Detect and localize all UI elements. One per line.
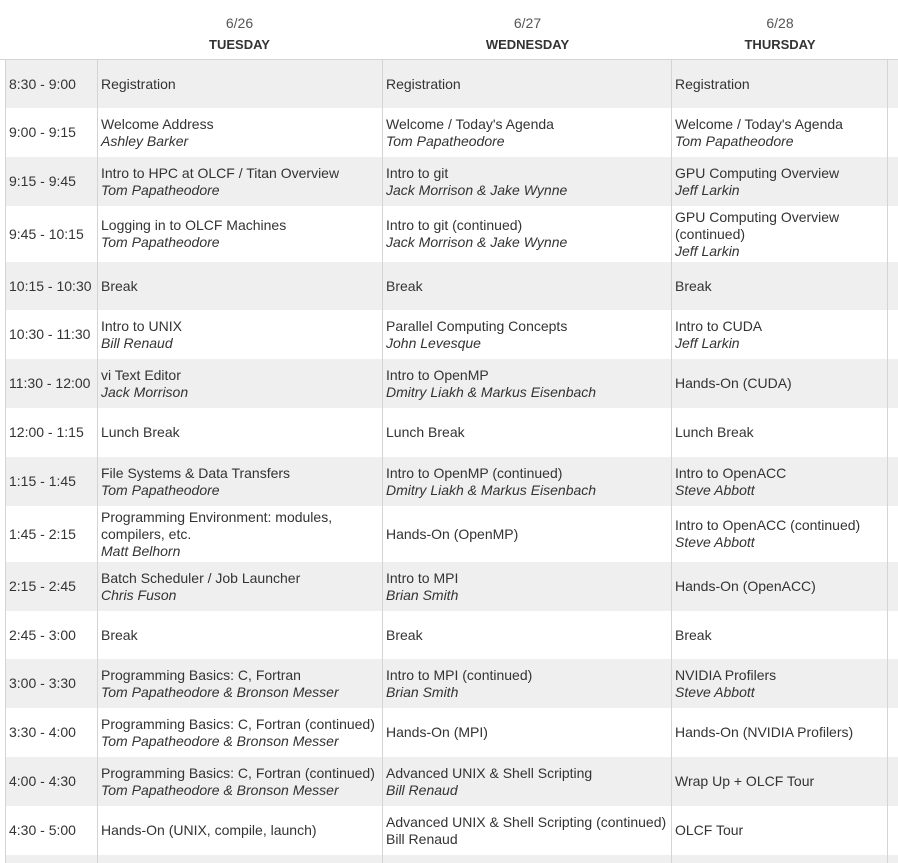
session-cell: [672, 562, 888, 611]
session-cell: [672, 708, 888, 757]
session-title: Intro to OpenACC: [675, 464, 787, 481]
session-speaker: Brian Smith: [386, 683, 459, 700]
session-title: Break: [675, 277, 712, 294]
overflow-column: [888, 562, 898, 611]
session-title: Intro to MPI: [386, 569, 459, 586]
session-cell: [98, 310, 383, 359]
session-cell: [98, 408, 383, 457]
session-cell: [98, 611, 383, 659]
time-slot: 3:30 - 4:00: [6, 708, 98, 757]
session-speaker: Tom Papatheodore: [675, 132, 794, 149]
session-title: Hands-On (UNIX, compile, launch): [101, 822, 317, 838]
session-title: Welcome / Today's Agenda: [675, 115, 843, 132]
schedule-row: [6, 359, 898, 408]
schedule-row: [6, 806, 898, 855]
day-name: WEDNESDAY: [485, 37, 570, 52]
time-slot: 10:30 - 11:30: [6, 310, 98, 359]
session-title: Logging in to OLCF Machines: [101, 217, 287, 233]
session-title: Lunch Break: [675, 424, 754, 440]
session-cell: [672, 659, 888, 708]
session-cell: [672, 157, 888, 206]
session-cell: [383, 855, 672, 863]
session-speaker: Steve Abbott: [675, 534, 755, 550]
time-slot: 10:15 - 10:30: [6, 262, 98, 310]
session-title: Break: [386, 277, 423, 294]
session-title: Batch Scheduler / Job Launcher: [101, 569, 301, 586]
session-title: Break: [101, 626, 138, 643]
session-speaker: Ashley Barker: [101, 132, 189, 149]
time-slot: 9:45 - 10:15: [6, 206, 98, 262]
time-slot: 1:45 - 2:15: [6, 506, 98, 562]
session-cell: [672, 108, 888, 157]
session-cell: [383, 60, 672, 108]
schedule-row: [6, 506, 898, 562]
schedule-row: [6, 457, 898, 506]
session-cell: [98, 457, 383, 506]
session-title: OLCF Tour: [675, 822, 744, 838]
session-cell: [98, 359, 383, 408]
session-title: Hands-On (NVIDIA Profilers): [675, 724, 854, 740]
schedule-table: [5, 60, 898, 863]
session-title: Programming Basics: C, Fortran (continued): [101, 764, 375, 781]
time-slot: 2:15 - 2:45: [6, 562, 98, 611]
session-title: Intro to git (continued): [386, 217, 523, 233]
session-cell: [383, 708, 672, 757]
session-title: GPU Computing Overview (continued): [675, 208, 840, 242]
overflow-column: [888, 206, 898, 262]
session-cell: [383, 359, 672, 408]
session-title: Welcome / Today's Agenda: [386, 115, 554, 132]
session-speaker: Jeff Larkin: [675, 334, 740, 351]
session-cell: [383, 659, 672, 708]
session-cell: [383, 108, 672, 157]
time-slot: 8:30 - 9:00: [6, 60, 98, 108]
session-cell: [383, 157, 672, 206]
schedule-row: [6, 611, 898, 659]
session-speaker: Bill Renaud: [101, 334, 173, 351]
time-slot: 2:45 - 3:00: [6, 611, 98, 659]
overflow-column: [888, 611, 898, 659]
session-cell: [98, 206, 383, 262]
session-title: vi Text Editor: [101, 366, 181, 383]
session-speaker: Tom Papatheodore: [101, 234, 220, 250]
time-slot: 9:15 - 9:45: [6, 157, 98, 206]
schedule-row: [6, 60, 898, 108]
session-cell: [98, 806, 383, 855]
session-title: Wrap Up + OLCF Tour: [675, 773, 815, 789]
session-title: Registration: [675, 75, 750, 92]
session-speaker: Jack Morrison & Jake Wynne: [386, 181, 568, 198]
session-cell: [383, 506, 672, 562]
session-speaker: Tom Papatheodore & Bronson Messer: [101, 683, 339, 700]
session-title: Programming Basics: C, Fortran (continued): [101, 715, 375, 732]
time-slot: [6, 855, 98, 863]
session-speaker: Jeff Larkin: [675, 242, 740, 259]
session-cell: [672, 60, 888, 108]
session-cell: [383, 206, 672, 262]
overflow-column: [888, 408, 898, 457]
session-cell: [383, 757, 672, 806]
schedule-row: [6, 659, 898, 708]
session-cell: [98, 506, 383, 562]
session-title: Registration: [101, 75, 176, 92]
day-header-row: [0, 0, 898, 60]
overflow-column: [888, 757, 898, 806]
session-title: Intro to OpenMP (continued): [386, 464, 563, 481]
session-speaker: Steve Abbott: [675, 683, 755, 700]
session-cell: [672, 408, 888, 457]
session-title: GPU Computing Overview: [675, 164, 840, 181]
session-cell: [672, 757, 888, 806]
time-slot: 4:00 - 4:30: [6, 757, 98, 806]
session-speaker: Bill Renaud: [386, 830, 458, 847]
overflow-column: [888, 506, 898, 562]
overflow-column: [888, 60, 898, 108]
session-title: Programming Environment: modules, compilers, etc.: [101, 508, 333, 542]
session-title: Lunch Break: [101, 424, 180, 440]
session-speaker: Dmitry Liakh & Markus Eisenbach: [386, 481, 597, 498]
session-cell: [672, 310, 888, 359]
session-cell: [98, 157, 383, 206]
overflow-column: [888, 806, 898, 855]
day-date: 6/26: [225, 15, 254, 31]
session-title: Hands-On (OpenMP): [386, 525, 519, 542]
schedule-row: [6, 708, 898, 757]
time-slot: 4:30 - 5:00: [6, 806, 98, 855]
session-speaker: Tom Papatheodore & Bronson Messer: [101, 732, 339, 749]
session-title: Hands-On (CUDA): [675, 375, 792, 391]
overflow-column: [888, 157, 898, 206]
session-title: Break: [386, 626, 423, 643]
session-cell: [672, 262, 888, 310]
day-name: THURSDAY: [744, 37, 816, 52]
time-slot: 1:15 - 1:45: [6, 457, 98, 506]
session-cell: [98, 108, 383, 157]
session-speaker: Jeff Larkin: [675, 181, 740, 198]
session-cell: [672, 855, 888, 863]
session-speaker: Tom Papatheodore: [101, 181, 220, 198]
session-cell: [672, 457, 888, 506]
overflow-column: [888, 708, 898, 757]
overflow-column: [888, 262, 898, 310]
session-speaker: Jack Morrison & Jake Wynne: [386, 234, 568, 250]
session-speaker: Tom Papatheodore & Bronson Messer: [101, 781, 339, 798]
session-cell: [672, 506, 888, 562]
schedule-row: [6, 310, 898, 359]
session-cell: [383, 806, 672, 855]
session-title: NVIDIA Profilers: [675, 666, 777, 683]
session-cell: [383, 611, 672, 659]
day-date: 6/27: [513, 15, 542, 31]
overflow-column: [888, 310, 898, 359]
session-speaker: Dmitry Liakh & Markus Eisenbach: [386, 383, 597, 400]
session-title: Break: [675, 626, 712, 643]
session-cell: [98, 708, 383, 757]
session-cell: [98, 60, 383, 108]
session-cell: [672, 206, 888, 262]
day-name: TUESDAY: [209, 37, 270, 52]
session-title: Advanced UNIX & Shell Scripting (continued): [386, 813, 667, 830]
time-slot: 9:00 - 9:15: [6, 108, 98, 157]
time-slot: 12:00 - 1:15: [6, 408, 98, 457]
session-speaker: Jack Morrison: [101, 383, 189, 400]
session-speaker: Tom Papatheodore: [101, 481, 220, 498]
session-title: Intro to OpenMP: [386, 366, 489, 383]
session-cell: [672, 806, 888, 855]
session-title: Lunch Break: [386, 424, 465, 440]
schedule-row: [6, 855, 898, 863]
time-slot: 3:00 - 3:30: [6, 659, 98, 708]
overflow-column: [888, 359, 898, 408]
session-title: Intro to CUDA: [675, 317, 763, 334]
overflow-column: [888, 855, 898, 863]
day-date: 6/28: [766, 15, 794, 31]
session-cell: [98, 562, 383, 611]
session-title: Registration: [386, 75, 461, 92]
session-cell: [98, 757, 383, 806]
schedule-row: [6, 206, 898, 262]
session-title: File Systems & Data Transfers: [101, 464, 291, 481]
session-speaker: Steve Abbott: [675, 481, 755, 498]
session-title: Advanced UNIX & Shell Scripting: [386, 764, 593, 781]
session-speaker: Matt Belhorn: [101, 542, 181, 559]
schedule-row: [6, 157, 898, 206]
session-speaker: Bill Renaud: [386, 781, 458, 798]
session-cell: [383, 262, 672, 310]
schedule-row: [6, 757, 898, 806]
session-cell: [383, 408, 672, 457]
schedule-row: [6, 108, 898, 157]
session-speaker: Brian Smith: [386, 586, 459, 603]
session-cell: [98, 855, 383, 863]
session-cell: [98, 659, 383, 708]
session-title: Hands-On (OpenACC): [675, 578, 816, 594]
session-title: Intro to OpenACC (continued): [675, 517, 861, 533]
schedule-row: [6, 408, 898, 457]
session-title: Programming Basics: C, Fortran: [101, 666, 301, 683]
schedule-row: [6, 262, 898, 310]
day-header-tuesday: [96, 13, 383, 55]
session-cell: [98, 262, 383, 310]
session-speaker: Chris Fuson: [101, 586, 177, 603]
session-speaker: Tom Papatheodore: [386, 132, 505, 149]
overflow-column: [888, 457, 898, 506]
session-cell: [672, 611, 888, 659]
session-title: Welcome Address: [101, 115, 214, 132]
session-speaker: John Levesque: [386, 334, 481, 351]
session-cell: [383, 310, 672, 359]
session-title: Intro to MPI (continued): [386, 666, 533, 683]
session-title: Break: [101, 277, 138, 294]
day-header-wednesday: [383, 13, 672, 55]
session-title: Intro to HPC at OLCF / Titan Overview: [101, 164, 340, 181]
session-title: Hands-On (MPI): [386, 724, 488, 740]
session-cell: [383, 457, 672, 506]
overflow-column: [888, 659, 898, 708]
day-header-thursday: [672, 13, 888, 55]
schedule-row: [6, 562, 898, 611]
session-title: Intro to UNIX: [101, 317, 182, 334]
session-title: Parallel Computing Concepts: [386, 317, 568, 334]
time-slot: 11:30 - 12:00: [6, 359, 98, 408]
session-title: Intro to git: [386, 164, 449, 181]
session-cell: [672, 359, 888, 408]
overflow-column: [888, 108, 898, 157]
session-cell: [383, 562, 672, 611]
